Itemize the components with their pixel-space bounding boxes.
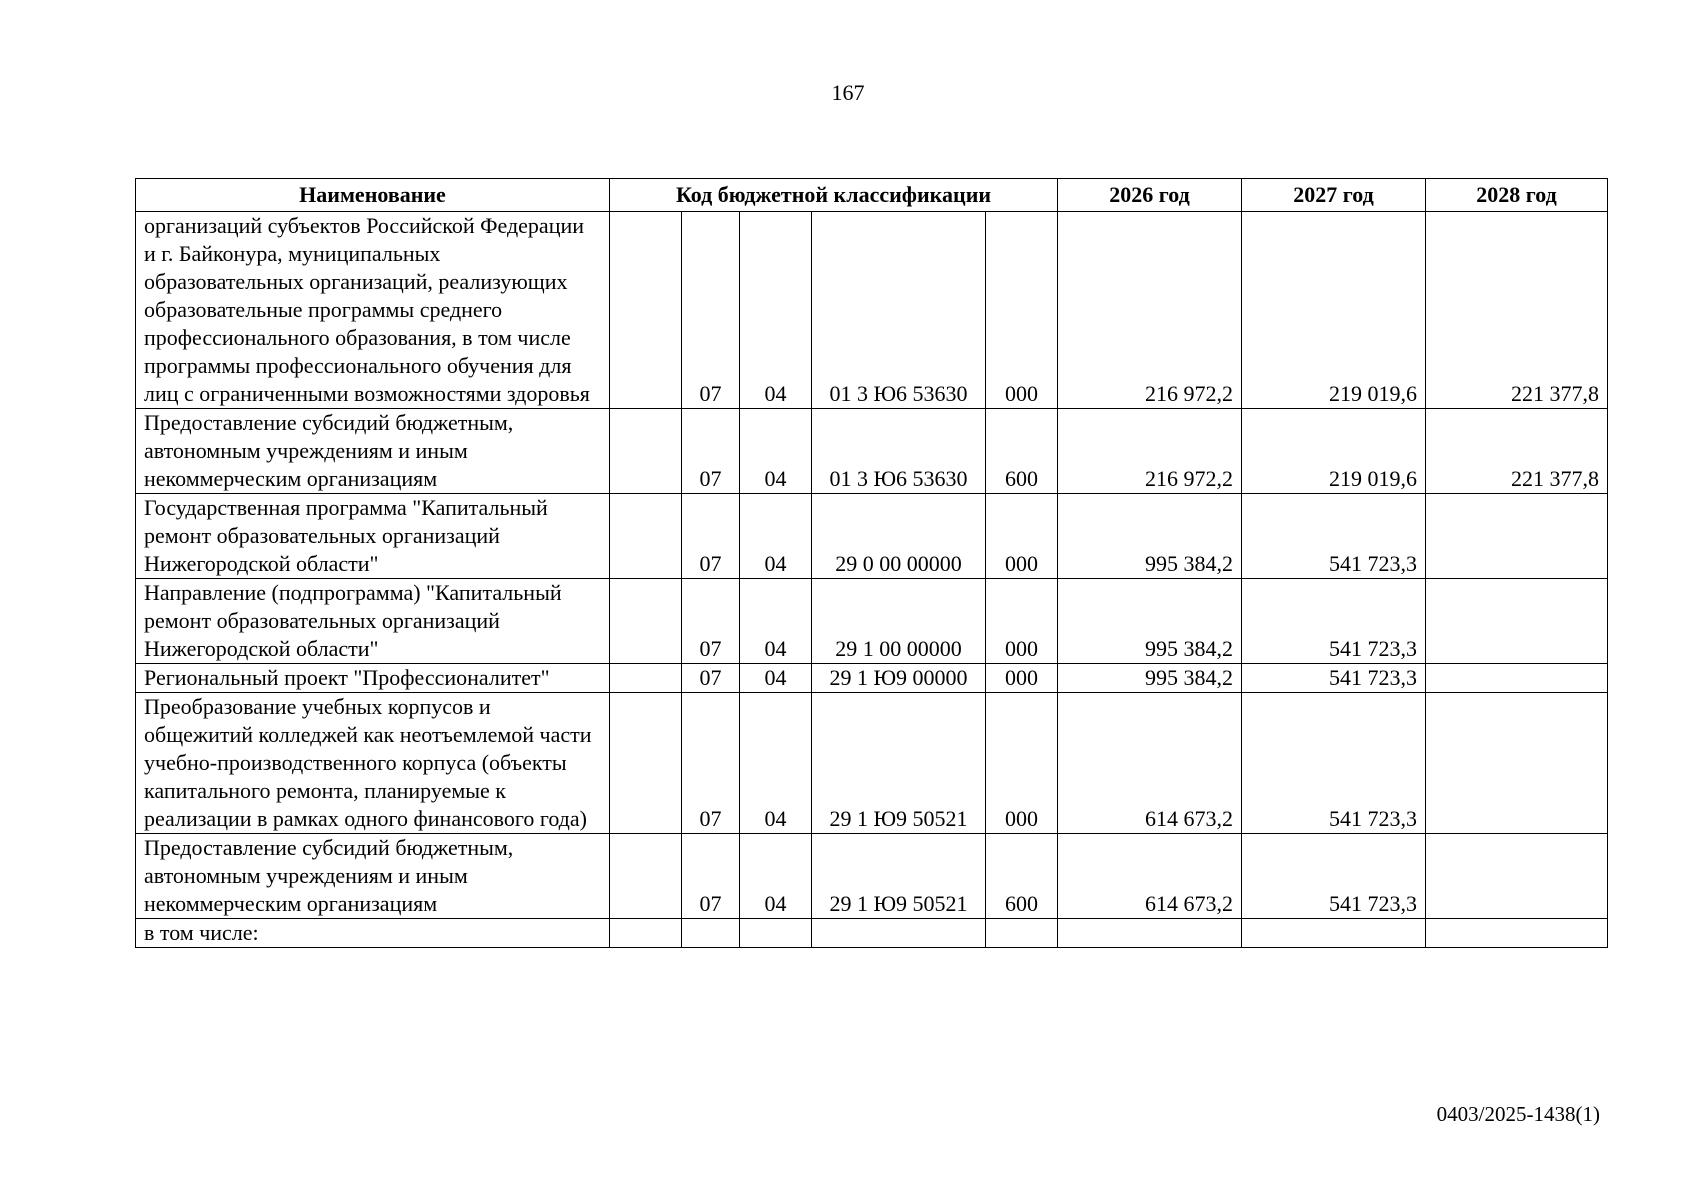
header-2027: 2027 год	[1242, 179, 1426, 212]
row-name: Предоставление субсидий бюджетным, автономным учреждениям и иным некоммерческим организациям	[136, 834, 610, 919]
row-amount-2026: 995 384,2	[1058, 664, 1242, 693]
row-name: Направление (подпрограмма) "Капитальный ремонт образовательных организаций Нижегородской области"	[136, 579, 610, 664]
row-subsection	[740, 919, 812, 948]
row-target-article: 29 0 00 00000	[812, 494, 986, 579]
row-amount-2026	[1058, 919, 1242, 948]
row-section: 07	[682, 693, 740, 834]
budget-table	[135, 178, 1608, 948]
row-expense-type: 000	[986, 693, 1058, 834]
row-target-article: 01 3 Ю6 53630	[812, 212, 986, 409]
row-subsection: 04	[740, 664, 812, 693]
table-row	[136, 579, 1608, 664]
row-code-blank	[610, 664, 682, 693]
row-amount-2027: 541 723,3	[1242, 494, 1426, 579]
row-amount-2028	[1426, 834, 1608, 919]
row-subsection: 04	[740, 212, 812, 409]
row-section: 07	[682, 212, 740, 409]
row-amount-2028	[1426, 919, 1608, 948]
row-amount-2028	[1426, 494, 1608, 579]
row-expense-type: 000	[986, 579, 1058, 664]
table-row	[136, 693, 1608, 834]
row-section: 07	[682, 409, 740, 494]
row-name: Предоставление субсидий бюджетным, автономным учреждениям и иным некоммерческим организациям	[136, 409, 610, 494]
table-header-row	[136, 179, 1608, 212]
row-amount-2027: 219 019,6	[1242, 212, 1426, 409]
row-expense-type: 600	[986, 834, 1058, 919]
row-name: Преобразование учебных корпусов и общежитий колледжей как неотъемлемой части учебно-производственного корпуса (объекты капитального ремонта, планируемые к реализации в рамках одного финансового года)	[136, 693, 610, 834]
row-expense-type: 000	[986, 664, 1058, 693]
table-row	[136, 409, 1608, 494]
header-name: Наименование	[136, 179, 610, 212]
row-code-blank	[610, 834, 682, 919]
row-code-blank	[610, 494, 682, 579]
row-expense-type: 000	[986, 494, 1058, 579]
table-row	[136, 834, 1608, 919]
row-amount-2026: 216 972,2	[1058, 212, 1242, 409]
row-name: организаций субъектов Российской Федерации и г. Байконура, муниципальных образовательных организаций, реализующих образовательные программы среднего профессионального образования, в том числе программы профессионального обучения для лиц с ограниченными возможностями здоровья	[136, 212, 610, 409]
row-amount-2028	[1426, 579, 1608, 664]
row-target-article: 01 3 Ю6 53630	[812, 409, 986, 494]
row-subsection: 04	[740, 494, 812, 579]
row-amount-2028: 221 377,8	[1426, 409, 1608, 494]
row-subsection: 04	[740, 693, 812, 834]
row-subsection: 04	[740, 579, 812, 664]
row-subsection: 04	[740, 409, 812, 494]
row-section: 07	[682, 579, 740, 664]
row-target-article: 29 1 Ю9 00000	[812, 664, 986, 693]
row-amount-2027	[1242, 919, 1426, 948]
row-name: Региональный проект "Профессионалитет"	[136, 664, 610, 693]
row-amount-2026: 614 673,2	[1058, 834, 1242, 919]
row-code-blank	[610, 212, 682, 409]
row-target-article: 29 1 Ю9 50521	[812, 834, 986, 919]
page-number: 167	[831, 80, 865, 105]
row-expense-type: 000	[986, 212, 1058, 409]
row-amount-2026: 614 673,2	[1058, 693, 1242, 834]
row-amount-2026: 216 972,2	[1058, 409, 1242, 494]
row-amount-2028	[1426, 664, 1608, 693]
document-id: 0403/2025-1438(1)	[1436, 1102, 1600, 1126]
header-code: Код бюджетной классификации	[610, 179, 1058, 212]
row-amount-2027: 219 019,6	[1242, 409, 1426, 494]
row-code-blank	[610, 693, 682, 834]
header-2026: 2026 год	[1058, 179, 1242, 212]
row-expense-type: 600	[986, 409, 1058, 494]
row-amount-2028	[1426, 693, 1608, 834]
row-section: 07	[682, 494, 740, 579]
row-target-article	[812, 919, 986, 948]
row-section: 07	[682, 834, 740, 919]
row-amount-2027: 541 723,3	[1242, 834, 1426, 919]
table-row	[136, 212, 1608, 409]
header-2028: 2028 год	[1426, 179, 1608, 212]
row-target-article: 29 1 Ю9 50521	[812, 693, 986, 834]
row-amount-2026: 995 384,2	[1058, 494, 1242, 579]
row-amount-2027: 541 723,3	[1242, 579, 1426, 664]
table-row	[136, 494, 1608, 579]
table-row	[136, 664, 1608, 693]
row-name: Государственная программа "Капитальный ремонт образовательных организаций Нижегородской области"	[136, 494, 610, 579]
row-code-blank	[610, 579, 682, 664]
row-section: 07	[682, 664, 740, 693]
table-body	[136, 212, 1608, 948]
row-name: в том числе:	[136, 919, 610, 948]
row-amount-2027: 541 723,3	[1242, 664, 1426, 693]
row-expense-type	[986, 919, 1058, 948]
row-code-blank	[610, 919, 682, 948]
table-row	[136, 919, 1608, 948]
row-amount-2027: 541 723,3	[1242, 693, 1426, 834]
row-amount-2026: 995 384,2	[1058, 579, 1242, 664]
row-target-article: 29 1 00 00000	[812, 579, 986, 664]
row-subsection: 04	[740, 834, 812, 919]
row-amount-2028: 221 377,8	[1426, 212, 1608, 409]
row-section	[682, 919, 740, 948]
row-code-blank	[610, 409, 682, 494]
